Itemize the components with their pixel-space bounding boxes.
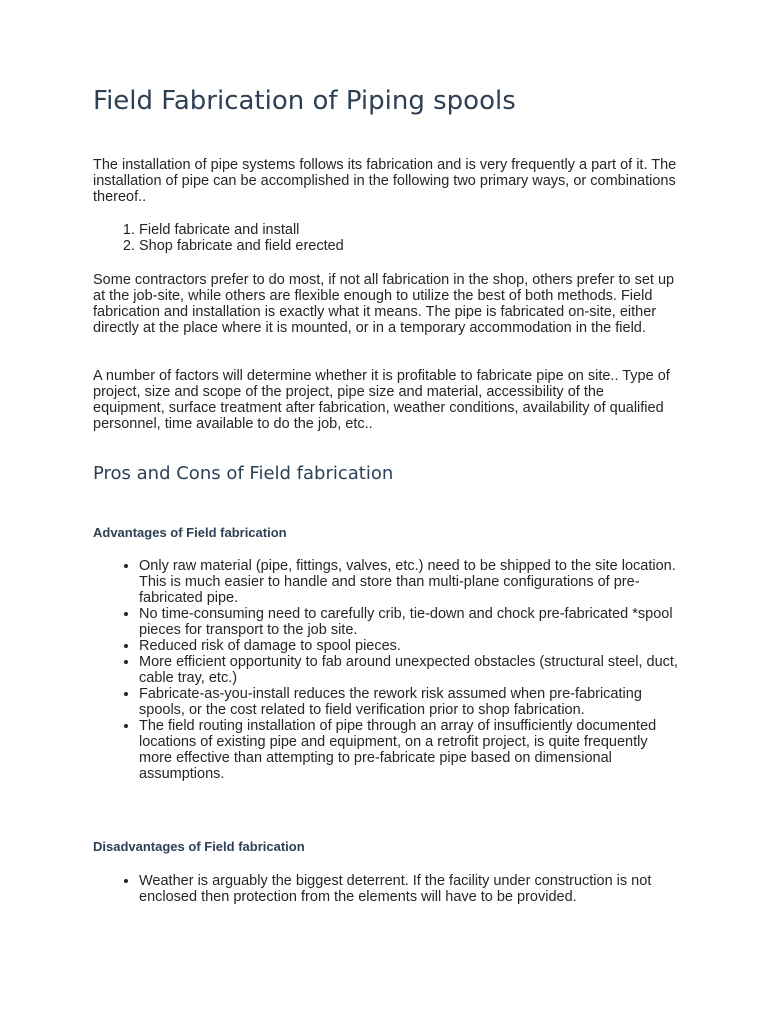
list-item: • Reduced risk of damage to spool pieces. <box>139 638 679 654</box>
list-item: • Only raw material (pipe, fittings, valves, etc.) need to be shipped to the site location. This is much easier to handle and store than multi-plane configurations of pre-fabricated pipe. <box>139 558 679 606</box>
methods-list <box>93 222 679 254</box>
factors-paragraph: A number of factors will determine whether it is profitable to fabricate pipe on site.. Type of project, size and scope of the project, pipe size and material, accessibility of the equipment, surface treatment after fabrication, weather conditions, availability of qualified personnel, time available to do the job, etc.. <box>93 368 670 432</box>
contractors-paragraph: Some contractors prefer to do most, if not all fabrication in the shop, others prefer to set up at the job-site, while others are flexible enough to utilize the best of both methods. Field fabrication and installation is exactly what it means. The pipe is fabricated on-site, either directly at the place where it is mounted, or in a temporary accommodation in the field. <box>93 272 675 336</box>
list-item: • More efficient opportunity to fab around unexpected obstacles (structural steel, duct, cable tray, etc.) <box>139 654 679 686</box>
list-item: 1. Field fabricate and install <box>139 222 679 238</box>
disadvantages-heading: Disadvantages of Field fabrication <box>93 839 305 854</box>
list-item: 2. Shop fabricate and field erected <box>139 238 679 254</box>
disadvantages-list <box>93 873 679 905</box>
advantages-heading: Advantages of Field fabrication <box>93 525 287 540</box>
intro-paragraph: The installation of pipe systems follows its fabrication and is very frequently a part of it. The installation of pipe can be accomplished in the following two primary ways, or combinations thereof.. <box>93 157 677 205</box>
advantages-list <box>93 558 679 782</box>
list-item: • No time-consuming need to carefully crib, tie-down and chock pre-fabricated *spool pieces for transport to the job site. <box>139 606 679 638</box>
list-item: • Weather is arguably the biggest deterrent. If the facility under construction is not enclosed then protection from the elements will have to be provided. <box>139 873 679 905</box>
list-item: • Fabricate-as-you-install reduces the rework risk assumed when pre-fabricating spools, or the cost related to field verification prior to shop fabrication. <box>139 686 679 718</box>
page-title: Field Fabrication of Piping spools <box>93 86 516 116</box>
pros-cons-heading: Pros and Cons of Field fabrication <box>93 463 394 484</box>
list-item: • The field routing installation of pipe through an array of insufficiently documented locations of existing pipe and equipment, on a retrofit project, is quite frequently more effective than attempting to pre-fabricate pipe based on dimensional assumptions. <box>139 718 679 782</box>
